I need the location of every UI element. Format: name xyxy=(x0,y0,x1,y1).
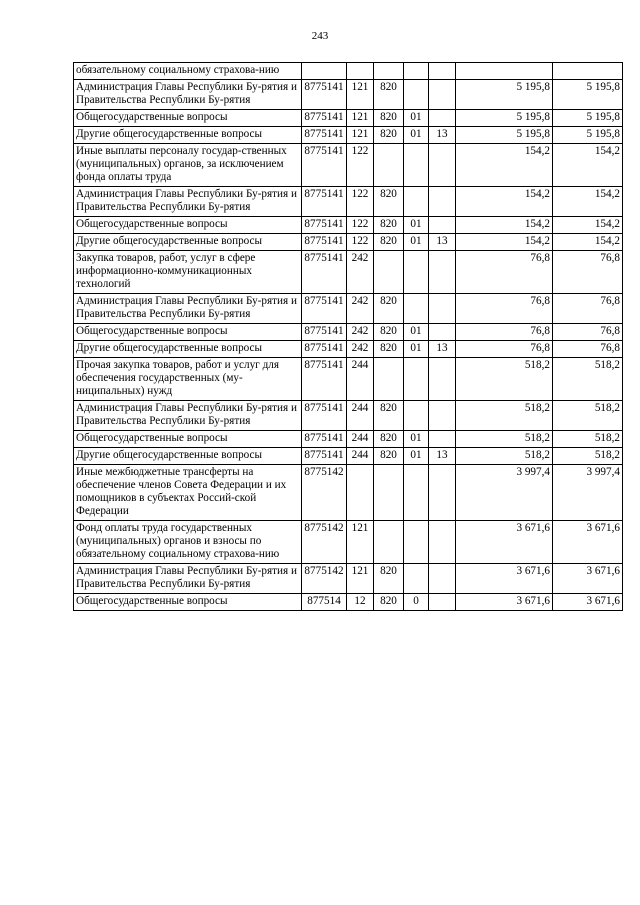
ministry-code-cell: 820 xyxy=(374,431,404,448)
amount-total-cell: 76,8 xyxy=(553,341,623,358)
ministry-code-cell xyxy=(374,358,404,401)
subsection-cell xyxy=(429,431,456,448)
table-row xyxy=(74,401,623,431)
expense-type-cell: 121 xyxy=(347,127,374,144)
row-name-cell: Общегосударственные вопросы xyxy=(74,431,302,448)
subsection-cell: 13 xyxy=(429,127,456,144)
amount-cell xyxy=(456,63,553,80)
row-name-cell: Администрация Главы Республики Бу-рятия и Правительства Республики Бу-рятия xyxy=(74,294,302,324)
ministry-code-cell: 820 xyxy=(374,127,404,144)
row-name-cell: Администрация Главы Республики Бу-рятия и Правительства Республики Бу-рятия xyxy=(74,187,302,217)
target-article-cell: 8775141 xyxy=(302,431,347,448)
target-article-cell: 8775142 xyxy=(302,521,347,564)
row-name-cell: Закупка товаров, работ, услуг в сфере информационно-коммуникационных технологий xyxy=(74,251,302,294)
amount-cell: 518,2 xyxy=(456,358,553,401)
ministry-code-cell xyxy=(374,465,404,521)
subsection-cell: 13 xyxy=(429,341,456,358)
subsection-cell xyxy=(429,110,456,127)
expense-type-cell: 242 xyxy=(347,341,374,358)
row-name-cell: Другие общегосударственные вопросы xyxy=(74,448,302,465)
subsection-cell xyxy=(429,63,456,80)
expense-type-cell: 121 xyxy=(347,110,374,127)
amount-total-cell: 518,2 xyxy=(553,401,623,431)
table-row xyxy=(74,448,623,465)
subsection-cell xyxy=(429,187,456,217)
row-name-cell: Общегосударственные вопросы xyxy=(74,594,302,611)
amount-total-cell: 518,2 xyxy=(553,431,623,448)
amount-cell: 154,2 xyxy=(456,234,553,251)
amount-cell: 154,2 xyxy=(456,144,553,187)
ministry-code-cell: 820 xyxy=(374,448,404,465)
amount-cell: 3 671,6 xyxy=(456,594,553,611)
section-cell xyxy=(404,521,429,564)
row-name-cell: Общегосударственные вопросы xyxy=(74,217,302,234)
row-name-cell: Иные межбюджетные трансферты на обеспечение членов Совета Федерации и их помощников в субъектах Россий-ской Федерации xyxy=(74,465,302,521)
ministry-code-cell: 820 xyxy=(374,187,404,217)
ministry-code-cell: 820 xyxy=(374,324,404,341)
table-row xyxy=(74,341,623,358)
table-row xyxy=(74,80,623,110)
ministry-code-cell: 820 xyxy=(374,217,404,234)
subsection-cell xyxy=(429,80,456,110)
section-cell xyxy=(404,358,429,401)
expense-type-cell: 244 xyxy=(347,358,374,401)
amount-cell: 3 997,4 xyxy=(456,465,553,521)
subsection-cell: 13 xyxy=(429,448,456,465)
amount-cell: 518,2 xyxy=(456,431,553,448)
target-article-cell: 8775142 xyxy=(302,564,347,594)
amount-total-cell: 3 997,4 xyxy=(553,465,623,521)
target-article-cell: 8775141 xyxy=(302,251,347,294)
amount-total-cell: 154,2 xyxy=(553,217,623,234)
target-article-cell: 8775141 xyxy=(302,127,347,144)
section-cell: 01 xyxy=(404,431,429,448)
expense-type-cell: 244 xyxy=(347,431,374,448)
target-article-cell: 8775141 xyxy=(302,110,347,127)
amount-total-cell: 154,2 xyxy=(553,187,623,217)
ministry-code-cell: 820 xyxy=(374,341,404,358)
table-row xyxy=(74,63,623,80)
section-cell xyxy=(404,465,429,521)
table-row xyxy=(74,127,623,144)
expense-type-cell: 244 xyxy=(347,448,374,465)
table-row xyxy=(74,110,623,127)
target-article-cell: 8775141 xyxy=(302,401,347,431)
amount-total-cell: 76,8 xyxy=(553,251,623,294)
expense-type-cell: 122 xyxy=(347,144,374,187)
table-row xyxy=(74,465,623,521)
expense-type-cell: 121 xyxy=(347,80,374,110)
target-article-cell: 8775141 xyxy=(302,187,347,217)
ministry-code-cell xyxy=(374,251,404,294)
table-row xyxy=(74,234,623,251)
amount-cell: 76,8 xyxy=(456,324,553,341)
target-article-cell: 8775141 xyxy=(302,341,347,358)
section-cell: 01 xyxy=(404,324,429,341)
expense-type-cell: 122 xyxy=(347,187,374,217)
section-cell xyxy=(404,63,429,80)
table-row xyxy=(74,251,623,294)
table-row xyxy=(74,431,623,448)
amount-total-cell: 3 671,6 xyxy=(553,564,623,594)
section-cell: 01 xyxy=(404,127,429,144)
amount-cell: 76,8 xyxy=(456,294,553,324)
amount-total-cell: 5 195,8 xyxy=(553,127,623,144)
amount-cell: 76,8 xyxy=(456,341,553,358)
subsection-cell xyxy=(429,324,456,341)
amount-total-cell: 5 195,8 xyxy=(553,80,623,110)
target-article-cell: 8775141 xyxy=(302,358,347,401)
expense-type-cell: 12 xyxy=(347,594,374,611)
ministry-code-cell: 820 xyxy=(374,294,404,324)
budget-table-body xyxy=(74,63,623,611)
row-name-cell: Общегосударственные вопросы xyxy=(74,324,302,341)
table-row xyxy=(74,358,623,401)
expense-type-cell: 122 xyxy=(347,234,374,251)
amount-cell: 76,8 xyxy=(456,251,553,294)
amount-total-cell: 154,2 xyxy=(553,234,623,251)
ministry-code-cell: 820 xyxy=(374,234,404,251)
subsection-cell xyxy=(429,251,456,294)
row-name-cell: Другие общегосударственные вопросы xyxy=(74,341,302,358)
amount-cell: 3 671,6 xyxy=(456,521,553,564)
amount-total-cell: 3 671,6 xyxy=(553,594,623,611)
section-cell xyxy=(404,564,429,594)
amount-cell: 518,2 xyxy=(456,401,553,431)
expense-type-cell xyxy=(347,465,374,521)
amount-total-cell: 76,8 xyxy=(553,324,623,341)
row-name-cell: Общегосударственные вопросы xyxy=(74,110,302,127)
ministry-code-cell: 820 xyxy=(374,110,404,127)
row-name-cell: Прочая закупка товаров, работ и услуг для обеспечения государственных (му-ниципальных) нужд xyxy=(74,358,302,401)
ministry-code-cell xyxy=(374,63,404,80)
expense-type-cell: 244 xyxy=(347,401,374,431)
amount-total-cell xyxy=(553,63,623,80)
section-cell: 01 xyxy=(404,341,429,358)
ministry-code-cell: 820 xyxy=(374,594,404,611)
amount-total-cell: 518,2 xyxy=(553,448,623,465)
subsection-cell xyxy=(429,401,456,431)
expense-type-cell: 121 xyxy=(347,564,374,594)
target-article-cell: 8775141 xyxy=(302,234,347,251)
section-cell xyxy=(404,144,429,187)
target-article-cell: 877514 xyxy=(302,594,347,611)
expense-type-cell: 242 xyxy=(347,251,374,294)
table-row xyxy=(74,521,623,564)
amount-cell: 154,2 xyxy=(456,187,553,217)
amount-total-cell: 154,2 xyxy=(553,144,623,187)
section-cell: 0 xyxy=(404,594,429,611)
table-row xyxy=(74,324,623,341)
target-article-cell: 8775141 xyxy=(302,448,347,465)
ministry-code-cell xyxy=(374,144,404,187)
row-name-cell: Иные выплаты персоналу государ-ственных (муниципальных) органов, за исключением фонда оплаты труда xyxy=(74,144,302,187)
target-article-cell xyxy=(302,63,347,80)
table-row xyxy=(74,294,623,324)
section-cell xyxy=(404,251,429,294)
amount-cell: 5 195,8 xyxy=(456,127,553,144)
amount-total-cell: 76,8 xyxy=(553,294,623,324)
ministry-code-cell: 820 xyxy=(374,564,404,594)
target-article-cell: 8775142 xyxy=(302,465,347,521)
amount-cell: 5 195,8 xyxy=(456,110,553,127)
target-article-cell: 8775141 xyxy=(302,217,347,234)
subsection-cell xyxy=(429,521,456,564)
row-name-cell: Администрация Главы Республики Бу-рятия и Правительства Республики Бу-рятия xyxy=(74,401,302,431)
subsection-cell xyxy=(429,144,456,187)
target-article-cell: 8775141 xyxy=(302,324,347,341)
table-row xyxy=(74,564,623,594)
amount-cell: 518,2 xyxy=(456,448,553,465)
expense-type-cell: 122 xyxy=(347,217,374,234)
ministry-code-cell: 820 xyxy=(374,401,404,431)
subsection-cell xyxy=(429,217,456,234)
section-cell: 01 xyxy=(404,234,429,251)
section-cell: 01 xyxy=(404,110,429,127)
amount-cell: 3 671,6 xyxy=(456,564,553,594)
target-article-cell: 8775141 xyxy=(302,80,347,110)
amount-cell: 154,2 xyxy=(456,217,553,234)
row-name-cell: Другие общегосударственные вопросы xyxy=(74,234,302,251)
section-cell xyxy=(404,294,429,324)
section-cell: 01 xyxy=(404,217,429,234)
expense-type-cell xyxy=(347,63,374,80)
expense-type-cell: 242 xyxy=(347,324,374,341)
subsection-cell xyxy=(429,294,456,324)
table-row xyxy=(74,217,623,234)
budget-table xyxy=(73,62,623,611)
row-name-cell: Администрация Главы Республики Бу-рятия и Правительства Республики Бу-рятия xyxy=(74,80,302,110)
ministry-code-cell: 820 xyxy=(374,80,404,110)
expense-type-cell: 121 xyxy=(347,521,374,564)
subsection-cell xyxy=(429,594,456,611)
page-number: 243 xyxy=(311,30,329,42)
section-cell: 01 xyxy=(404,448,429,465)
row-name-cell: Фонд оплаты труда государственных (муниципальных) органов и взносы по обязательному социальному страхова-нию xyxy=(74,521,302,564)
target-article-cell: 8775141 xyxy=(302,144,347,187)
row-name-cell: Администрация Главы Республики Бу-рятия и Правительства Республики Бу-рятия xyxy=(74,564,302,594)
subsection-cell xyxy=(429,465,456,521)
subsection-cell: 13 xyxy=(429,234,456,251)
subsection-cell xyxy=(429,358,456,401)
section-cell xyxy=(404,401,429,431)
subsection-cell xyxy=(429,564,456,594)
section-cell xyxy=(404,80,429,110)
ministry-code-cell xyxy=(374,521,404,564)
table-row xyxy=(74,594,623,611)
amount-total-cell: 3 671,6 xyxy=(553,521,623,564)
amount-total-cell: 518,2 xyxy=(553,358,623,401)
row-name-cell: Другие общегосударственные вопросы xyxy=(74,127,302,144)
amount-cell: 5 195,8 xyxy=(456,80,553,110)
expense-type-cell: 242 xyxy=(347,294,374,324)
section-cell xyxy=(404,187,429,217)
amount-total-cell: 5 195,8 xyxy=(553,110,623,127)
table-row xyxy=(74,187,623,217)
table-row xyxy=(74,144,623,187)
row-name-cell: обязательному социальному страхова-нию xyxy=(74,63,302,80)
target-article-cell: 8775141 xyxy=(302,294,347,324)
